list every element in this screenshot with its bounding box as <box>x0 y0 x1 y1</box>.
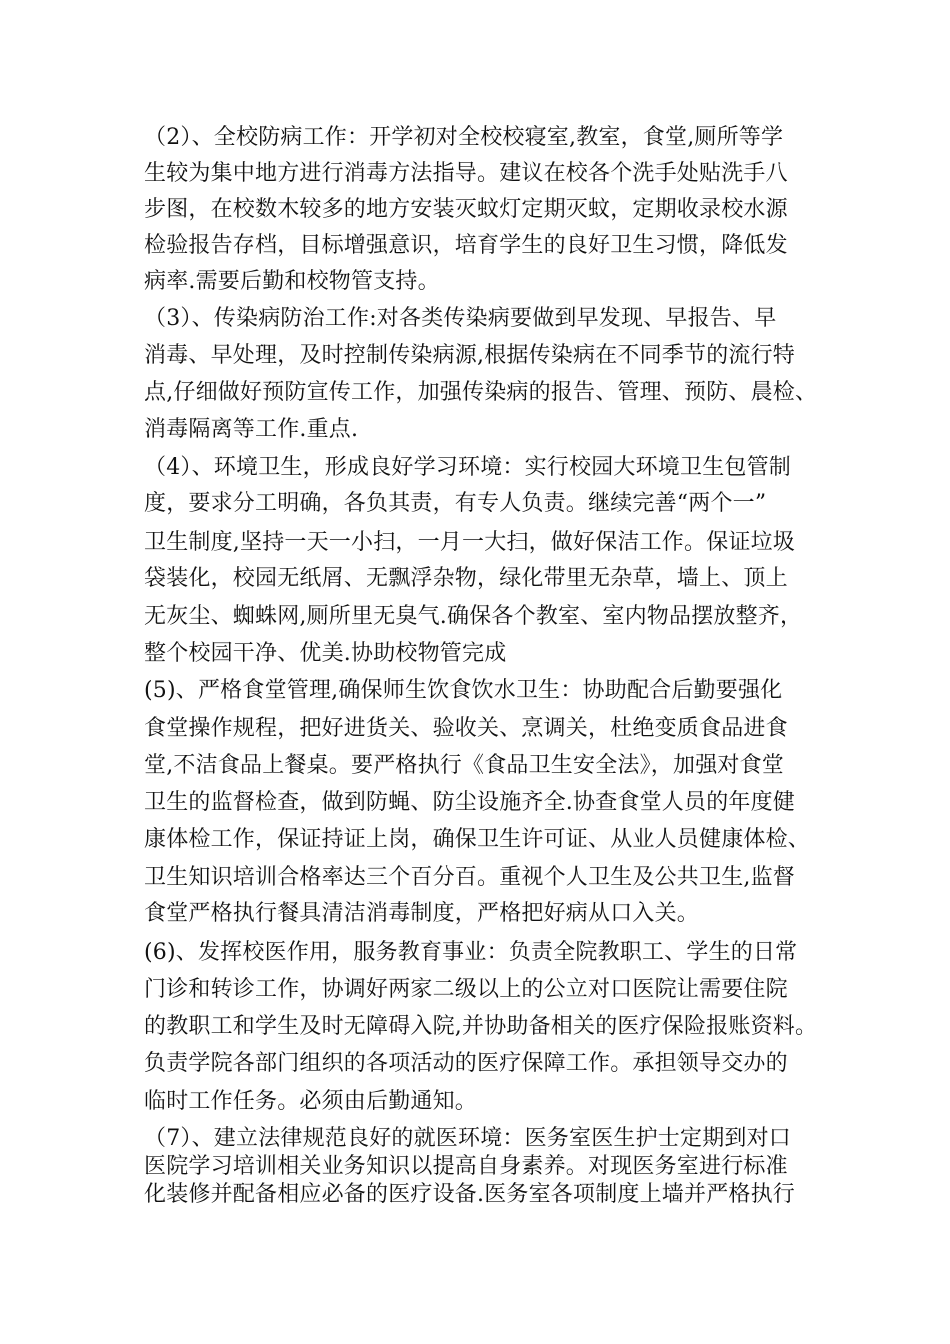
text-line: 卫生制度,坚持一天一小扫，一月一大扫，做好保洁工作。保证垃圾 <box>144 530 795 555</box>
text-line: （7）、建立法律规范良好的就医环境：医务室医生护士定期到对口 <box>144 1126 791 1151</box>
text-line: 医院学习培训相关业务知识以提高自身素养。对现医务室进行标准 <box>144 1154 788 1179</box>
text-line: (5)、严格食堂管理,确保师生饮食饮水卫生：协助配合后勤要强化 <box>144 678 783 703</box>
text-line: 卫生知识培训合格率达三个百分百。重视个人卫生及公共卫生,监督 <box>144 865 795 890</box>
text-line: 化装修并配备相应必备的医疗设备.医务室各项制度上墙并严格执行 <box>144 1182 795 1207</box>
text-line: 临时工作任务。必须由后勤通知。 <box>144 1089 478 1114</box>
text-line: 卫生的监督检查，做到防蝇、防尘设施齐全.协查食堂人员的年度健 <box>144 790 795 815</box>
text-line: 食堂操作规程，把好进货关、验收关、烹调关，杜绝变质食品进食 <box>144 716 788 741</box>
text-line: 病率.需要后勤和校物管支持。 <box>144 269 440 294</box>
text-line: 门诊和转诊工作，协调好两家二级以上的公立对口医院让需要住院 <box>144 977 788 1002</box>
text-line: 度，要求分工明确，各负其责，有专人负责。继续完善“两个一” <box>144 491 767 516</box>
text-line: 负责学院各部门组织的各项活动的医疗保障工作。承担领导交办的 <box>144 1051 788 1076</box>
text-line: 整个校园干净、优美.协助校物管完成 <box>144 641 507 666</box>
text-line: 检验报告存档，目标增强意识，培育学生的良好卫生习惯，降低发 <box>144 233 788 258</box>
text-line: 袋装化，校园无纸屑、无飘浮杂物，绿化带里无杂草，墙上、顶上 <box>144 566 788 591</box>
text-line: 无灰尘、蜘蛛网,厕所里无臭气.确保各个教室、室内物品摆放整齐， <box>144 604 803 629</box>
text-line: （4）、环境卫生，形成良好学习环境：实行校园大环境卫生包管制 <box>144 455 791 480</box>
text-line: 食堂严格执行餐具清洁消毒制度，严格把好病从口入关。 <box>144 901 700 926</box>
text-line: （2）、全校防病工作：开学初对全校校寝室,教室，食堂,厕所等学 <box>144 125 784 150</box>
text-line: 消毒、早处理，及时控制传染病源,根据传染病在不同季节的流行特 <box>144 343 795 368</box>
text-line: 点,仔细做好预防宣传工作，加强传染病的报告、管理、预防、晨检、 <box>144 380 818 405</box>
text-line: 堂,不洁食品上餐桌。要严格执行《食品卫生安全法》，加强对食堂 <box>144 753 784 778</box>
text-line: 的教职工和学生及时无障碍入院,并协助备相关的医疗保险报账资料。 <box>144 1014 818 1039</box>
text-line: 步图，在校数木较多的地方安装灭蚊灯定期灭蚊，定期收录校水源 <box>144 197 788 222</box>
text-line: （3）、传染病防治工作:对各类传染病要做到早发现、早报告、早 <box>144 306 777 331</box>
text-line: 消毒隔离等工作.重点. <box>144 417 359 442</box>
text-line: 康体检工作，保证持证上岗，确保卫生许可证、从业人员健康体检、 <box>144 827 811 852</box>
text-line: (6)、发挥校医作用，服务教育事业：负责全院教职工、学生的日常 <box>144 940 798 965</box>
text-line: 生较为集中地方进行消毒方法指导。建议在校各个洗手处贴洗手八 <box>144 161 788 186</box>
